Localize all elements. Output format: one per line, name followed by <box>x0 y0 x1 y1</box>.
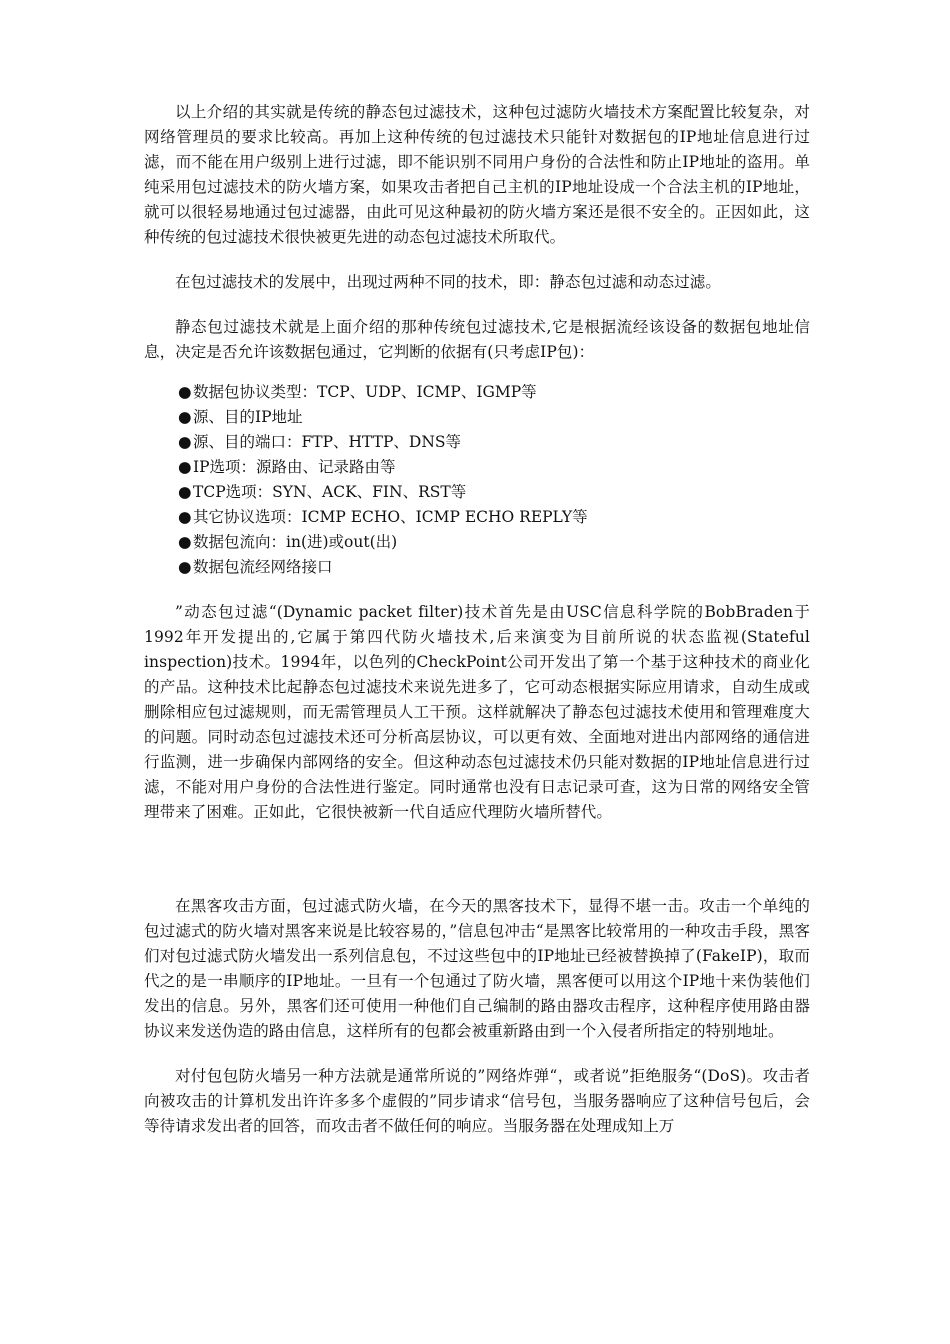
list-item <box>178 555 810 580</box>
paragraph-spacer <box>144 295 810 315</box>
bullet-icon: ● <box>178 508 192 526</box>
list-item <box>178 480 810 505</box>
list-item-text: TCP选项：SYN、ACK、FIN、RST等 <box>193 483 467 501</box>
list-item <box>178 405 810 430</box>
list-item-text: 源、目的IP地址 <box>193 408 303 426</box>
list-item <box>178 430 810 455</box>
bullet-icon: ● <box>178 533 192 551</box>
paragraph-spacer <box>144 250 810 270</box>
paragraph-dos-attack: 对付包包防火墙另一种方法就是通常所说的”网络炸弹“，或者说”拒绝服务“(DoS)。攻击者向被攻击的计算机发出许许多多个虚假的”同步请求“信号包，当服务器响应了这种信号包后，会等待请求发出者的回答，而攻击者不做任何的响应。当服务器在处理成知上万 <box>144 1067 810 1135</box>
section-spacer <box>144 825 810 894</box>
bullet-icon: ● <box>178 433 192 451</box>
bullet-icon: ● <box>178 458 192 476</box>
list-item-text: IP选项：源路由、记录路由等 <box>193 458 396 476</box>
bullet-icon: ● <box>178 383 192 401</box>
list-item <box>178 505 810 530</box>
list-item-text: 源、目的端口：FTP、HTTP、DNS等 <box>193 433 462 451</box>
bullet-icon: ● <box>178 483 192 501</box>
paragraph-hacker-attacks: 在黑客攻击方面，包过滤式防火墙，在今天的黑客技术下，显得不堪一击。攻击一个单纯的包过滤式的防火墙对黑客来说是比较容易的，”信息包冲击“是黑客比较常用的一种攻击手段，黑客们对包过滤式防火墙发出一系列信息包，不过这些包中的IP地址已经被替换掉了(FakeIP)，取而代之的是一串顺序的IP地址。一旦有一个包通过了防火墙，黑客便可以用这个IP地十来伪装他们发出的信息。另外，黑客们还可使用一种他们自己编制的路由器攻击程序，这种程序使用路由器协议来发送伪造的路由信息，这样所有的包都会被重新路由到一个入侵者所指定的特别地址。 <box>144 897 810 1040</box>
paragraph-static-filter-drawbacks: 以上介绍的其实就是传统的静态包过滤技术，这种包过滤防火墙技术方案配置比较复杂，对网络管理员的要求比较高。再加上这种传统的包过滤技术只能针对数据包的IP地址信息进行过滤，而不能在用户级别上进行过滤，即不能识别不同用户身份的合法性和防止IP地址的盗用。单纯采用包过滤技术的防火墙方案，如果攻击者把自己主机的IP地址设成一个合法主机的IP地址，就可以很轻易地通过包过滤器，由此可见这种最初的防火墙方案还是很不安全的。正因如此，这种传统的包过滤技术很快被更先进的动态包过滤技术所取代。 <box>144 103 810 246</box>
paragraph-spacer <box>144 365 810 380</box>
paragraph-two-techniques: 在包过滤技术的发展中，出现过两种不同的技术，即：静态包过滤和动态过滤。 <box>175 273 722 291</box>
paragraph-static-filter-definition: 静态包过滤技术就是上面介绍的那种传统包过滤技术,它是根据流经该设备的数据包地址信息，决定是否允许该数据包通过，它判断的依据有(只考虑IP包)： <box>144 318 810 361</box>
paragraph-dynamic-filter: ”动态包过滤“(Dynamic packet filter)技术首先是由USC信息科学院的BobBraden于1992年开发提出的,它属于第四代防火墙技术,后来演变为目前所说的状态监视(Stateful inspection)技术。1994年，以色列的CheckPoint公司开发出了第一个基于这种技术的商业化的产品。这种技术比起静态包过滤技术来说先进多了，它可动态根据实际应用请求，自动生成或删除相应包过滤规则，而无需管理员人工干预。这样就解决了静态包过滤技术使用和管理难度大的问题。同时动态包过滤技术还可分析高层协议，可以更有效、全面地对进出内部网络的通信进行监测，进一步确保内部网络的安全。但这种动态包过滤技术仍只能对数据的IP地址信息进行过滤，不能对用户身份的合法性进行鉴定。同时通常也没有日志记录可查，这为日常的网络安全管理带来了困难。正如此，它很快被新一代自适应代理防火墙所替代。 <box>144 603 810 821</box>
filter-criteria-list <box>144 380 810 580</box>
bullet-icon: ● <box>178 408 192 426</box>
list-item-text: 其它协议选项：ICMP ECHO、ICMP ECHO REPLY等 <box>193 508 588 526</box>
paragraph-spacer <box>144 580 810 600</box>
list-item <box>178 455 810 480</box>
document-page <box>144 100 810 1139</box>
bullet-icon: ● <box>178 558 192 576</box>
list-item-text: 数据包流经网络接口 <box>193 558 333 576</box>
list-item-text: 数据包流向：in(进)或out(出) <box>193 533 398 551</box>
list-item <box>178 530 810 555</box>
paragraph-spacer <box>144 1044 810 1064</box>
list-item-text: 数据包协议类型：TCP、UDP、ICMP、IGMP等 <box>193 383 537 401</box>
list-item <box>178 380 810 405</box>
